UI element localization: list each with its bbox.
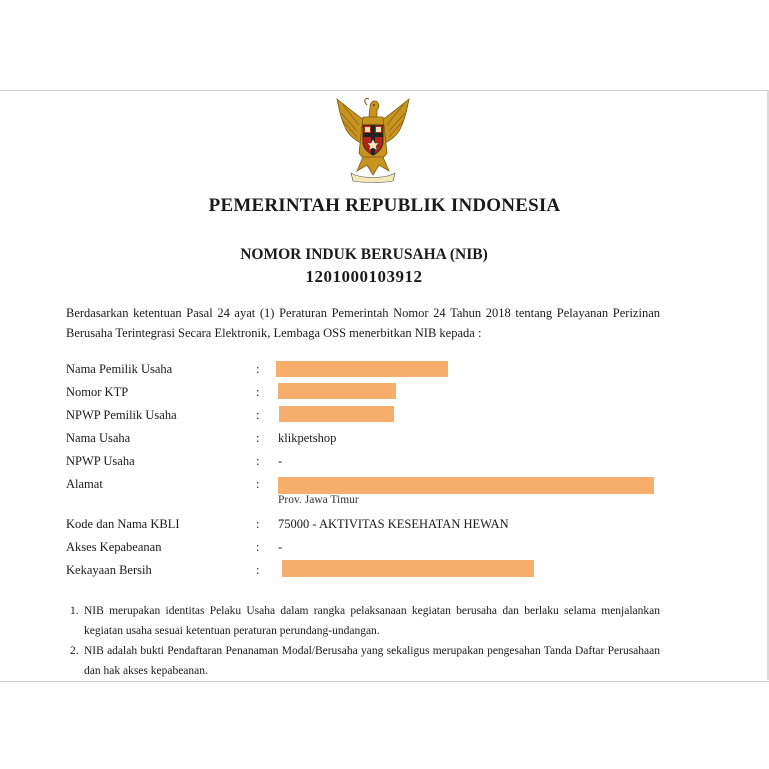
note-item: [66, 641, 660, 681]
field-colon: :: [256, 362, 260, 376]
field-label: Nomor KTP: [66, 385, 129, 399]
redaction-bar: [282, 560, 534, 577]
note-item: [66, 601, 660, 641]
note-text: NIB merupakan identitas Pelaku Usaha dalam rangka pelaksanaan kegiatan berusaha dan berlaku selama menjalankan kegiatan usaha sesuai ketentuan peraturan perundang-undangan.: [84, 605, 660, 637]
field-label: Nama Usaha: [66, 431, 131, 445]
field-colon: :: [256, 385, 260, 399]
field-label: Kekayaan Bersih: [66, 563, 152, 577]
field-colon: :: [256, 431, 260, 445]
redaction-bar: [279, 406, 394, 422]
field-value: klikpetshop: [278, 431, 337, 445]
field-value: -: [278, 454, 283, 468]
intro-paragraph: Berdasarkan ketentuan Pasal 24 ayat (1) Peraturan Pemerintah Nomor 24 Tahun 2018 tentang Pelayanan Perizinan Berusaha Terintegrasi Secara Elektronik, Lembaga OSS menerbitkan NIB kepada :: [66, 306, 660, 340]
note-text: NIB adalah bukti Pendaftaran Penanaman Modal/Berusaha yang sekaligus merupakan pengesahan Tanda Daftar Perusahaan dan hak akses kepabeanan.: [84, 645, 660, 677]
field-label: NPWP Usaha: [66, 454, 135, 468]
redaction-bar: [278, 477, 654, 494]
field-label: Akses Kepabeanan: [66, 540, 162, 554]
field-label: Alamat: [66, 477, 103, 491]
garuda-emblem-icon: [333, 97, 413, 183]
field-colon: :: [256, 454, 260, 468]
field-colon: :: [256, 540, 260, 554]
redaction-bar: [278, 383, 396, 399]
address-province: Prov. Jawa Timur: [278, 494, 359, 504]
document-subtitle: NOMOR INDUK BERUSAHA (NIB): [240, 246, 488, 263]
field-value: -: [278, 540, 283, 554]
field-colon: :: [256, 408, 260, 422]
field-colon: :: [256, 477, 260, 491]
field-colon: :: [256, 517, 260, 531]
field-colon: :: [256, 563, 260, 577]
redaction-bar: [276, 361, 448, 377]
document-title: PEMERINTAH REPUBLIK INDONESIA: [208, 195, 561, 216]
nib-number: 1201000103912: [305, 267, 423, 286]
note-number: 2.: [70, 645, 79, 657]
field-label: NPWP Pemilik Usaha: [66, 408, 177, 422]
notes-list: [66, 601, 660, 681]
field-value: 75000 - AKTIVITAS KESEHATAN HEWAN: [278, 517, 509, 531]
document-page: [0, 90, 769, 682]
field-label: Kode dan Nama KBLI: [66, 517, 180, 531]
field-label: Nama Pemilik Usaha: [66, 362, 173, 376]
note-number: 1.: [70, 605, 79, 617]
